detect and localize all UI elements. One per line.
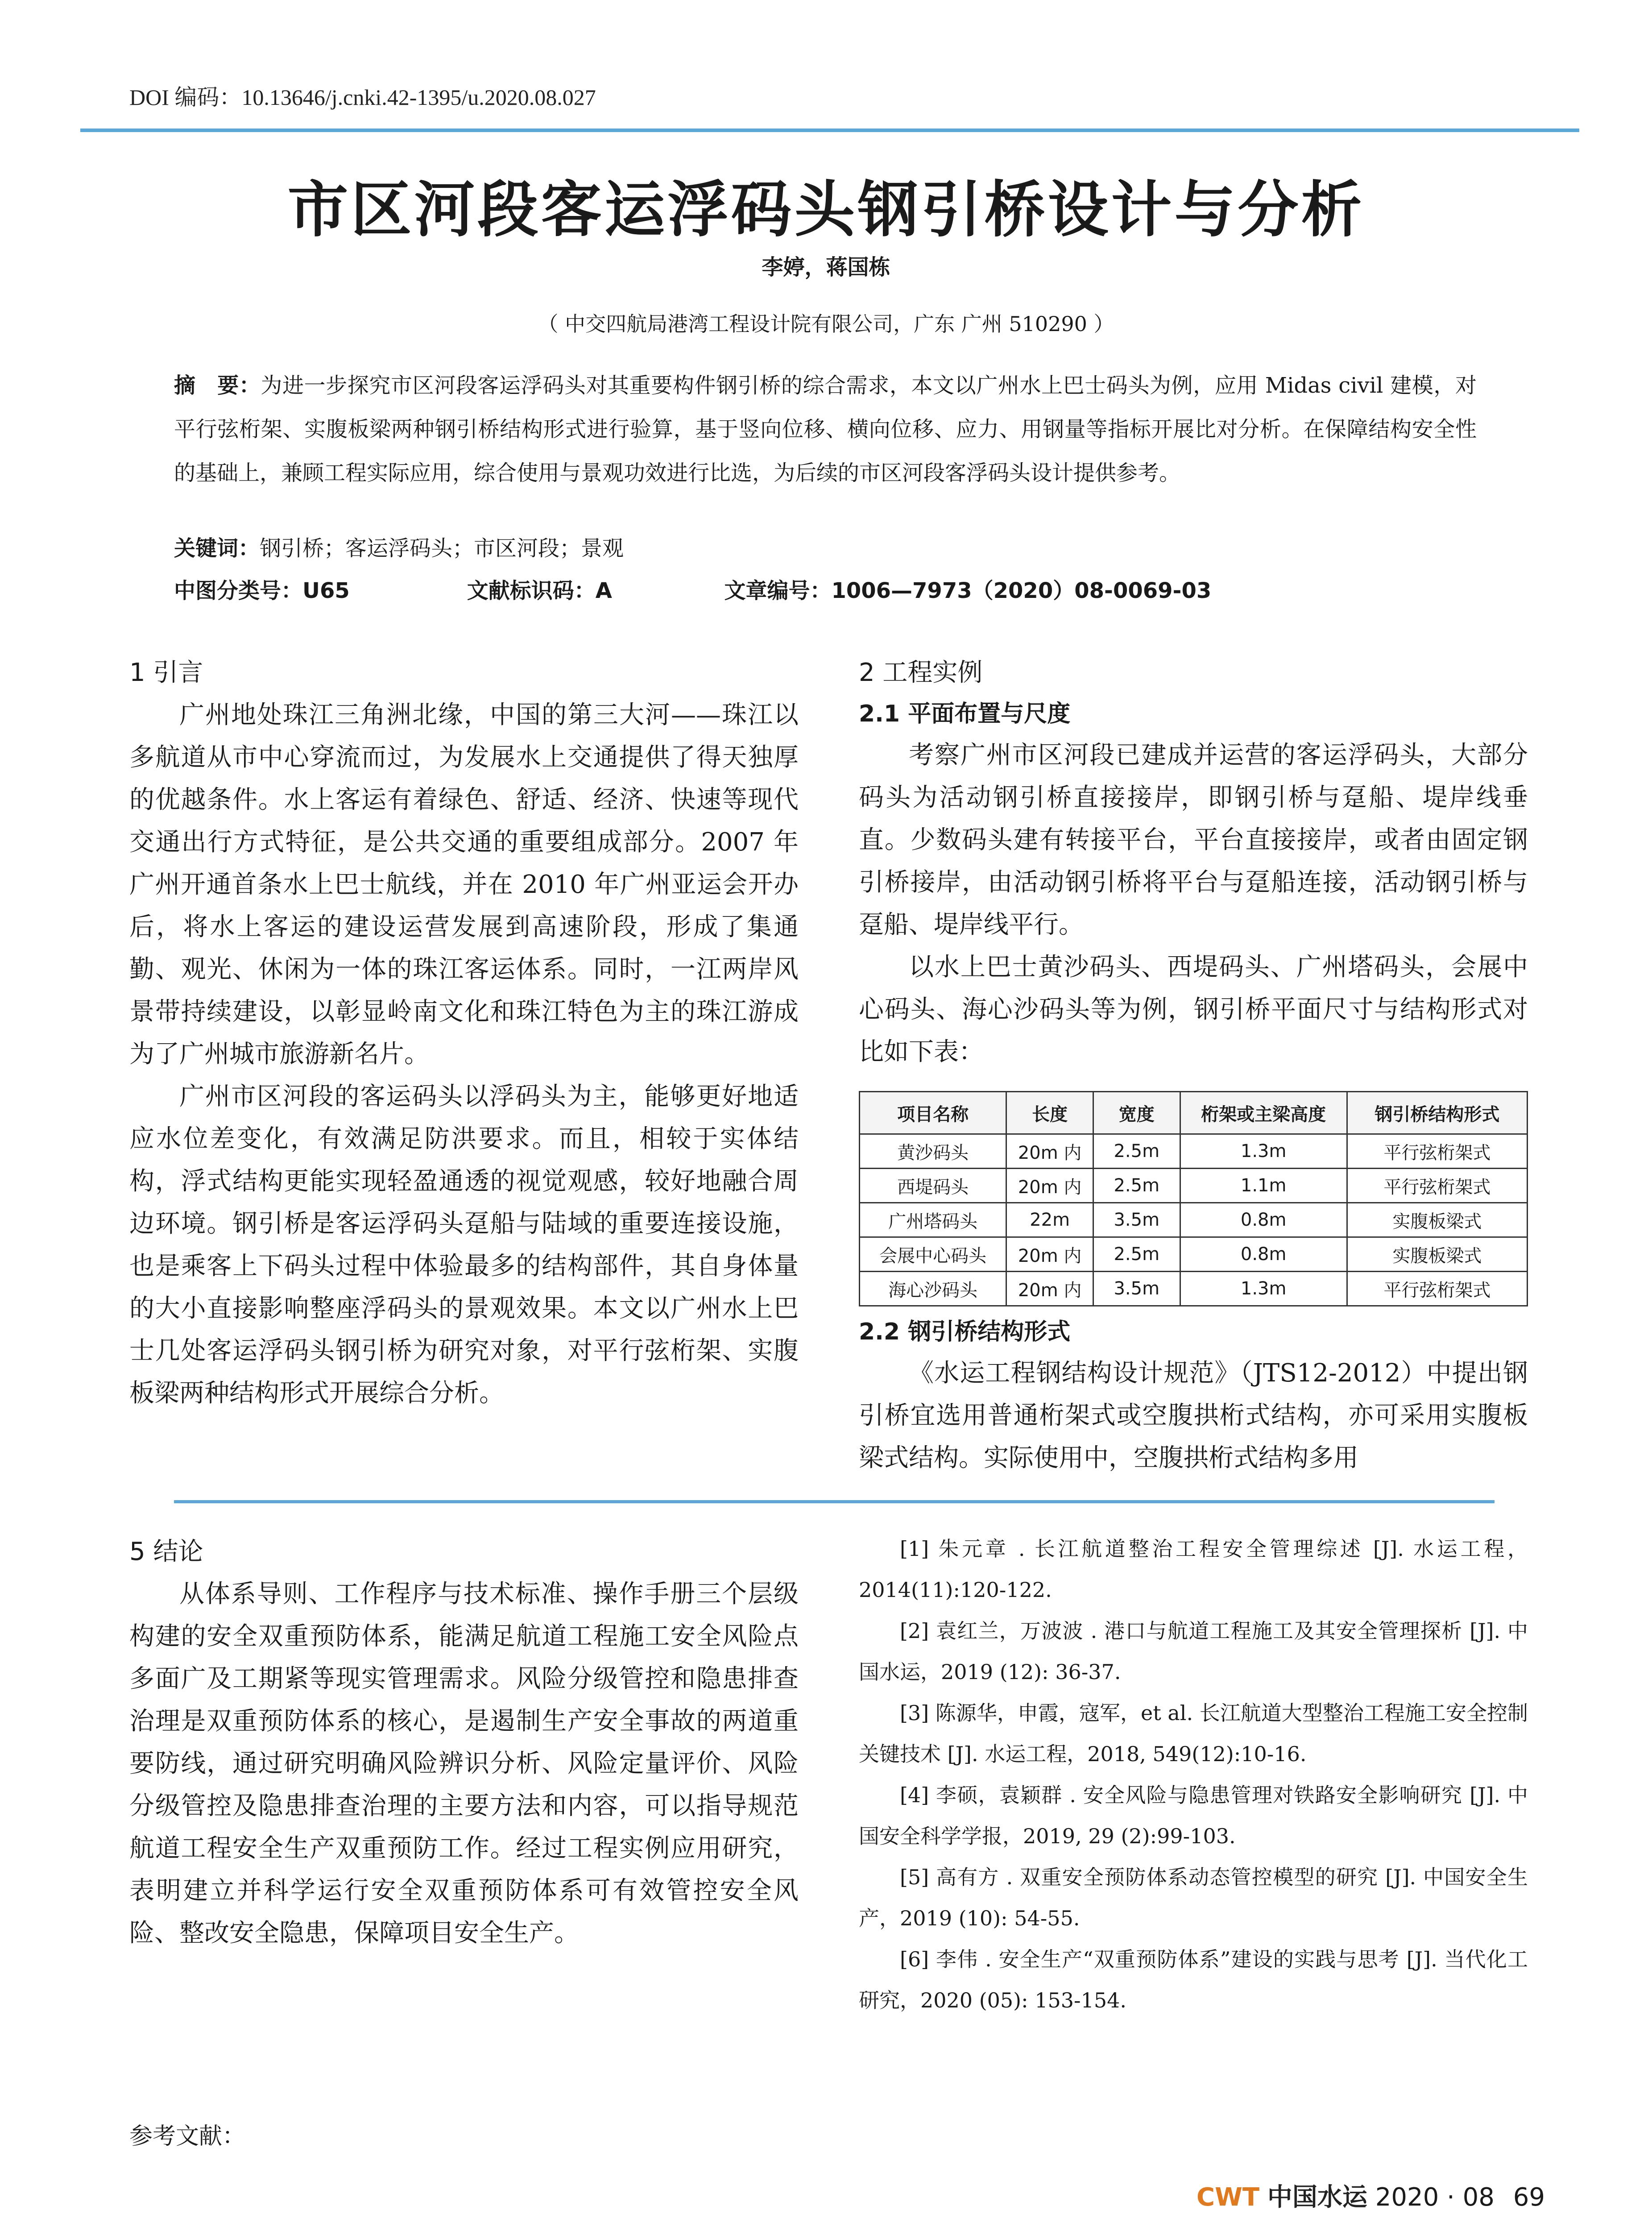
table-cell: 2.5m (1093, 1169, 1180, 1203)
table-cell: 20m 内 (1006, 1237, 1093, 1272)
table-header-cell: 钢引桥结构形式 (1347, 1092, 1527, 1134)
section2-paragraph-2: 以水上巴士黄沙码头、西堤码头、广州塔码头，会展中心码头、海心沙码头等为例，钢引桥平面尺寸与结构形式对比如下表： (859, 953, 1528, 1066)
section1-paragraph-1: 广州地处珠江三角洲北缘，中国的第三大河——珠江以多航道从市中心穿流而过，为发展水上交通提供了得天独厚的优越条件。水上客运有着绿色、舒适、经济、快速等现代交通出行方式特征，是公共交通的重要组成部分。2007 年广州开通首条水上巴士航线，并在 2010 年广州亚运会开办后，将水上客运的建设运营发展到高速阶段，形成了集通勤、观光、休闲为一体的珠江客运体系。同时，一江两岸风景带持续建设，以彰显岭南文化和珠江特色为主的珠江游成为了广州城市旅游新名片。 (129, 701, 799, 1069)
table-cell: 会展中心码头 (860, 1237, 1006, 1272)
table-cell: 22m (1006, 1203, 1093, 1237)
left-column-upper (129, 651, 799, 1414)
comparison-table (859, 1091, 1528, 1306)
cwt-logo: CWT (1197, 2183, 1260, 2212)
table-cell: 黄沙码头 (860, 1134, 1006, 1169)
table-row (860, 1272, 1528, 1306)
section2-paragraph-1: 考察广州市区河段已建成并运营的客运浮码头，大部分码头为活动钢引桥直接接岸，即钢引桥与趸船、堤岸线垂直。少数码头建有转接平台，平台直接接岸，或者由固定钢引桥接岸，由活动钢引桥将平台与趸船连接，活动钢引桥与趸船、堤岸线平行。 (859, 741, 1528, 939)
affiliation: （ 中交四航局港湾工程设计院有限公司，广东 广州 510290 ） (538, 312, 1114, 336)
keywords-text: 钢引桥；客运浮码头；市区河段；景观 (260, 536, 624, 561)
page-number: 69 (1513, 2183, 1545, 2212)
table-row (860, 1237, 1528, 1272)
table-header-cell: 长度 (1006, 1092, 1093, 1134)
table-header-cell: 宽度 (1093, 1092, 1180, 1134)
reference-item: [3] 陈源华，申霞，寇军，et al. 长江航道大型整治工程施工安全控制关键技术 [J]. 水运工程，2018, 549(12):10-16. (859, 1701, 1528, 1766)
left-column-lower (129, 1530, 799, 1954)
table-cell: 广州塔码头 (860, 1203, 1006, 1237)
section2-1-heading: 2.1 平面布置与尺度 (859, 701, 1071, 727)
table-cell: 20m 内 (1006, 1169, 1093, 1203)
reference-item: [5] 高有方 . 双重安全预防体系动态管控模型的研究 [J]. 中国安全生产，2019 (10): 54-55. (859, 1865, 1528, 1930)
clc-code: 中图分类号：U65 (174, 578, 350, 603)
table-cell: 平行弦桁架式 (1347, 1272, 1527, 1306)
section1-heading: 1 引言 (129, 658, 203, 687)
table-cell: 3.5m (1093, 1203, 1180, 1237)
reference-item: [2] 袁红兰，万波波 . 港口与航道工程施工及其安全管理探析 [J]. 中国水运，2019 (12): 36-37. (859, 1619, 1528, 1684)
journal-name: 中国水运 (1267, 2182, 1367, 2212)
section2-2-heading: 2.2 钢引桥结构形式 (859, 1319, 1071, 1345)
table-cell: 2.5m (1093, 1134, 1180, 1169)
table-cell: 实腹板梁式 (1347, 1237, 1527, 1272)
header-rule (80, 129, 1579, 132)
table-header-cell: 项目名称 (860, 1092, 1006, 1134)
table-row (860, 1134, 1528, 1169)
mid-rule (174, 1500, 1495, 1503)
table-cell: 1.3m (1180, 1272, 1347, 1306)
page-footer (1197, 2177, 1545, 2213)
doc-code: 文献标识码：A (467, 578, 612, 603)
right-column-lower-upper (859, 1312, 1528, 1479)
reference-item: [6] 李伟 . 安全生产“双重预防体系”建设的实践与思考 [J]. 当代化工研究，2020 (05): 153-154. (859, 1947, 1528, 2012)
table-cell: 0.8m (1180, 1203, 1347, 1237)
keywords (174, 531, 624, 562)
table-cell: 20m 内 (1006, 1134, 1093, 1169)
article-number: 文章编号：1006—7973（2020）08-0069-03 (724, 578, 1212, 603)
table-row (860, 1203, 1528, 1237)
paper-title: 市区河段客运浮码头钢引桥设计与分析 (287, 174, 1365, 245)
table-header-row (860, 1092, 1528, 1134)
right-column-upper (859, 651, 1528, 1073)
section5-heading: 5 结论 (129, 1537, 203, 1566)
abstract (174, 364, 1477, 495)
section2-heading: 2 工程实例 (859, 658, 983, 687)
table-cell: 1.1m (1180, 1169, 1347, 1203)
references-heading: 参考文献： (129, 2123, 246, 2150)
section2-paragraph-3: 《水运工程钢结构设计规范》（JTS12-2012）中提出钢引桥宜选用普通桁架式或空腹拱桁式结构，亦可采用实腹板梁式结构。实际使用中，空腹拱桁式结构多用 (859, 1359, 1528, 1472)
table-cell: 2.5m (1093, 1237, 1180, 1272)
references-list (859, 1528, 1528, 2021)
reference-item: [4] 李硕，袁颖群 . 安全风险与隐患管理对铁路安全影响研究 [J]. 中国安全科学学报，2019, 29 (2):99-103. (859, 1783, 1528, 1848)
section1-paragraph-2: 广州市区河段的客运码头以浮码头为主，能够更好地适应水位差变化，有效满足防洪要求。而且，相较于实体结构，浮式结构更能实现轻盈通透的视觉观感，较好地融合周边环境。钢引桥是客运浮码头趸船与陆域的重要连接设施，也是乘客上下码头过程中体验最多的结构部件，其自身体量的大小直接影响整座浮码头的景观效果。本文以广州水上巴士几处客运浮码头钢引桥为研究对象，对平行弦桁架、实腹板梁两种结构形式开展综合分析。 (129, 1082, 799, 1408)
table-cell: 海心沙码头 (860, 1272, 1006, 1306)
issue-number: 2020 · 08 (1375, 2183, 1495, 2212)
reference-item: [1] 朱元章 . 长江航道整治工程安全管理综述 [J]. 水运工程，2014(11):120-122. (859, 1537, 1528, 1602)
table-cell: 实腹板梁式 (1347, 1203, 1527, 1237)
table-row (860, 1169, 1528, 1203)
table-cell: 西堤码头 (860, 1169, 1006, 1203)
table-cell: 0.8m (1180, 1237, 1347, 1272)
section5-paragraph: 从体系导则、工作程序与技术标准、操作手册三个层级构建的安全双重预防体系，能满足航道工程施工安全风险点多面广及工期紧等现实管理需求。风险分级管控和隐患排查治理是双重预防体系的核心，是遏制生产安全事故的两道重要防线，通过研究明确风险辨识分析、风险定量评价、风险分级管控及隐患排查治理的主要方法和内容，可以指导规范航道工程安全生产双重预防工作。经过工程实例应用研究，表明建立并科学运行安全双重预防体系可有效管控安全风险、整改安全隐患，保障项目安全生产。 (129, 1580, 799, 1948)
abstract-label: 摘 要： (174, 373, 261, 398)
table-cell: 3.5m (1093, 1272, 1180, 1306)
doi-line: DOI 编码：10.13646/j.cnki.42-1395/u.2020.08.027 (129, 85, 596, 110)
authors: 李婷，蒋国栋 (762, 255, 890, 280)
table-cell: 1.3m (1180, 1134, 1347, 1169)
table-header-cell: 桁架或主梁高度 (1180, 1092, 1347, 1134)
table-cell: 平行弦桁架式 (1347, 1134, 1527, 1169)
table-cell: 平行弦桁架式 (1347, 1169, 1527, 1203)
abstract-text: 为进一步探究市区河段客运浮码头对其重要构件钢引桥的综合需求，本文以广州水上巴士码头为例，应用 Midas civil 建模，对平行弦桁架、实腹板梁两种钢引桥结构形式进行验算，基于竖向位移、横向位移、应力、用钢量等指标开展比对分析。在保障结构安全性的基础上，兼顾工程实际应用，综合使用与景观功效进行比选，为后续的市区河段客浮码头设计提供参考。 (174, 373, 1477, 485)
table-cell: 20m 内 (1006, 1272, 1093, 1306)
classification-line (174, 573, 1211, 604)
keywords-label: 关键词： (174, 536, 260, 561)
